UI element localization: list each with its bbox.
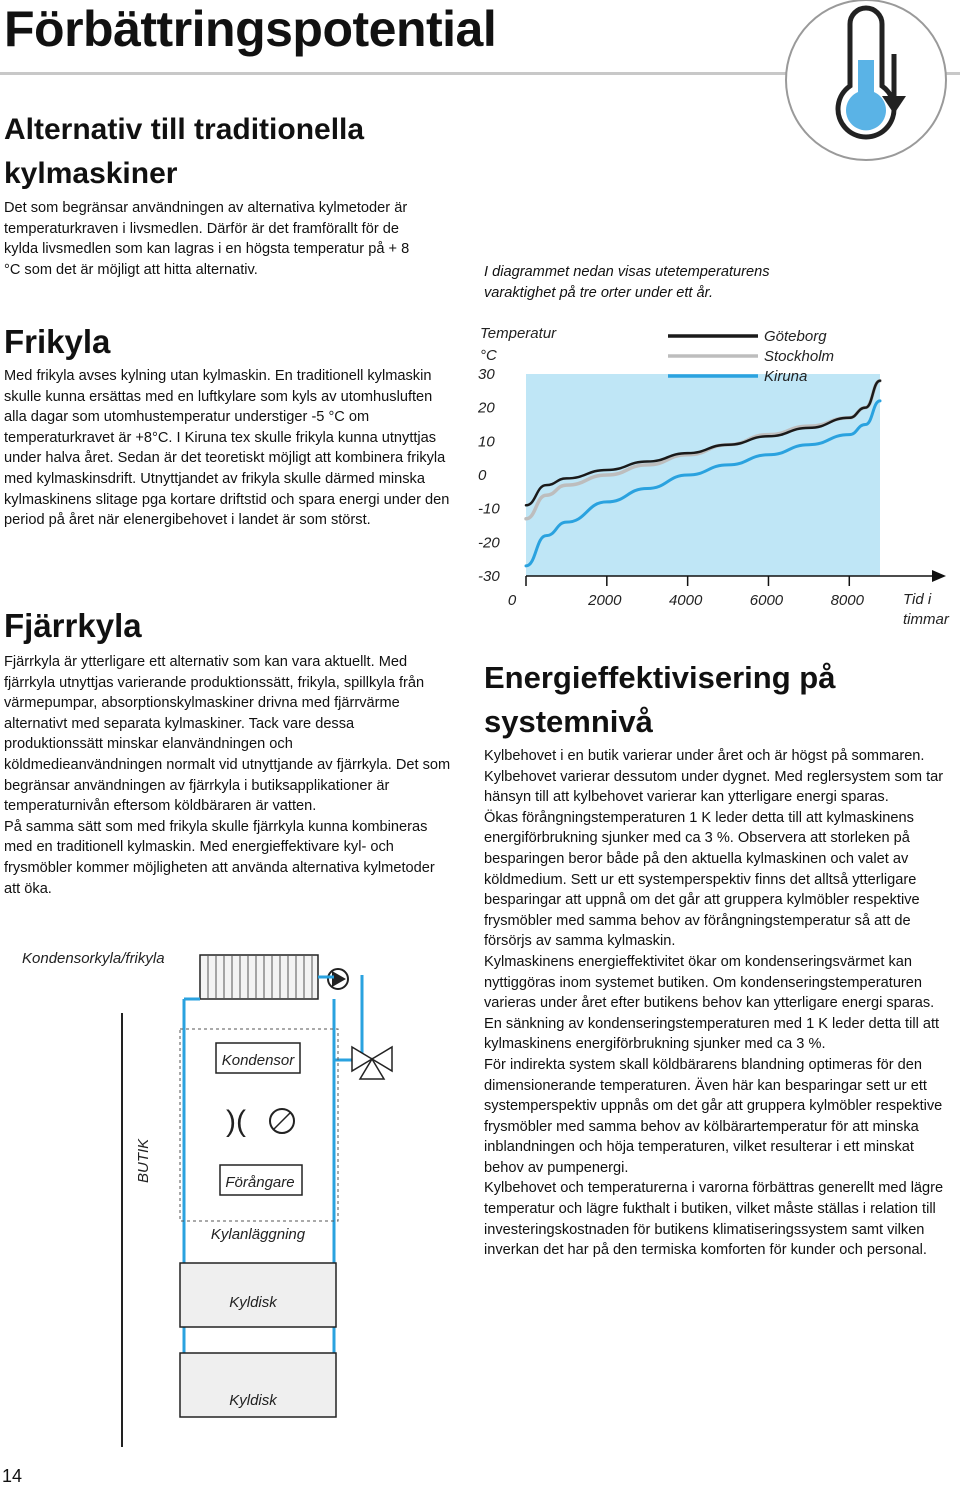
thermometer-icon	[772, 0, 960, 176]
page-number: 14	[2, 1466, 23, 1486]
frikyla-heading: Frikyla	[4, 323, 111, 360]
legend-label: Stockholm	[764, 348, 835, 365]
energi-paragraph-1: Kylbehovet i en butik varierar under året och är högst på sommaren. Kylbehovet varierar dessutom under dygnet. Med reglersystem som tar hänsyn till att kylbehovet varierar kan ytterligare energi sparas.	[484, 748, 944, 806]
frikyla-intro: Med frikyla avses kylning utan kylmaskin.	[4, 368, 271, 384]
plot-background	[526, 374, 880, 576]
x-tick-label: 4000	[668, 592, 703, 609]
x-axis-arrow-icon	[932, 570, 946, 582]
three-way-valve-icon	[352, 1047, 392, 1079]
x-axis-label-line2: timmar	[903, 611, 949, 628]
kyldisk-1-label: Kyldisk	[229, 1294, 277, 1311]
outdoor-condenser	[200, 955, 318, 999]
x-axis-label-line1: Tid i	[903, 591, 932, 608]
schematic-caption: Kondensorkyla/frikyla	[22, 950, 165, 967]
y-tick-label: -10	[478, 500, 500, 518]
energi-text	[484, 746, 948, 1261]
energi-heading: Energieffektivisering på systemnivå	[484, 660, 836, 739]
y-tick-label: 30	[478, 366, 495, 383]
fjarrkyla-heading: Fjärrkyla	[4, 607, 142, 644]
kyldisk-2-label: Kyldisk	[229, 1392, 277, 1409]
y-axis-label-line1: Temperatur	[480, 325, 557, 342]
frikyla-intro-block	[4, 366, 454, 531]
butik-label: BUTIK	[135, 1138, 152, 1183]
alternativ-text: Det som begränsar användningen av alternativa kylmetoder är temperaturkraven i livsmedlen. Därför är det framförallt för de kylda livsmedlen som kan lagras i en högsta temperatur på + 8 °C som det är möjligt att hitta alternativ.	[4, 200, 410, 278]
expansion-valve-icon: )(	[226, 1105, 246, 1138]
kylanlaggning-label: Kylanläggning	[210, 1226, 306, 1243]
fjarrkyla-text	[4, 652, 454, 899]
x-tick-label: 8000	[830, 592, 864, 609]
pump-icon	[328, 969, 348, 989]
energi-paragraph-4: För indirekta system skall köldbärarens blandning optimeras för den dimensionerande temperaturen. Även här kan besparingar sett ur ett systemperspektiv uppnås om det går att gruppera kylmöbler respektive frysmöbler med samma behov av kölbärartemperatur för att minska inblandningen och höja temperaturen, vilket resulterar i ett minskat behov av pumpenergi.	[484, 1056, 943, 1176]
chart-caption: I diagrammet nedan visas utetemperaturens varaktighet på tre orter under ett år.	[484, 264, 770, 301]
energi-paragraph-3: Kylmaskinens energieffektivitet ökar om kondenseringsvärmet kan nyttiggöras inom systemet butiken. Om kondenseringstemperaturen varieras under året efter butikens behov kan ytterligare energi sparas. En sänkning av kondenseringstemperaturen med 1 K leder detta till att kylmaskinens energiförbrukning sjunker med ca 3 %.	[484, 953, 940, 1053]
x-tick-label: 6000	[749, 592, 784, 609]
y-tick-label: 10	[478, 433, 495, 451]
y-tick-label: -30	[478, 568, 500, 585]
legend-label: Göteborg	[764, 328, 827, 345]
frikyla-text: En traditionell kylmaskin skulle kunna ersättas med en luftkylare som kyls av utomhusluften alla dagar som utomhustemperatur understiger -5 °C om temperaturkravet är +8°C. I Kiruna tex skulle frikyla kunna utnyttjas under halva året. Sedan är det teoretiskt möjligt att kombinera frikyla med kylmaskinsdrift. Utnyttjandet av frikyla skulle därmed minska kylmaskinens slitage pga kortare driftstid och spara energi under den period på året när elenergibehovet i landet är som störst.	[4, 368, 450, 529]
y-tick-label: -20	[478, 534, 500, 552]
x-tick-label: 2000	[588, 592, 622, 609]
forangare-label: Förångare	[225, 1174, 295, 1191]
fjarrkyla-paragraph-1: Fjärrkyla är ytterligare ett alternativ som kan vara aktuellt. Med fjärrkyla utnyttjas varierande produktionssätt, frikyla, spillkyla från värmepumpar, absorptionskylmaskiner drivna med fjärrvärme alternativt med separata kylmaskiner. Tack vare dessa produktionssätt minskar elanvändningen och köldmedieanvändningen normalt vid utnyttjande av fjärrkyla. Det som begränsar användningen av fjärrkyla i butiksapplikationer är temperaturnivån eftersom köldbäraren är vatten.	[4, 654, 451, 815]
y-axis-label-line2: °C	[480, 347, 497, 364]
cooling-schematic	[0, 935, 470, 1455]
energi-paragraph-5: Kylbehovet och temperaturerna i varorna förbättras generellt med lägre temperatur och lägre fukthalt i butiken, vilket måste ställas i relation till investeringskostnaden för butikens klimatiseringssystem samt vilken inverkan det har på den termiska komforten för kunder och personal.	[484, 1180, 944, 1259]
energi-paragraph-2: Ökas förångningstemperaturen 1 K leder detta till att kylmaskinens energiförbrukning sjunker med ca 3 %. Observera att storleken på besparingen beror både på den aktuella kylmaskinen och valet av köldmedium. Sett ur ett systemperspektiv finns det alltså ytterligare besparingar att uppnå om det går att gruppera kylmöbler respektive frysmöbler med samma behov av förångningstemperatur så att de försörjs av samma kylmaskin.	[484, 809, 920, 950]
temperature-duration-chart	[470, 318, 960, 630]
alternativ-heading: Alternativ till traditionella kylmaskiner	[4, 113, 365, 190]
y-tick-label: 20	[478, 399, 495, 417]
y-tick-labels	[477, 366, 500, 585]
page-title: Förbättringspotential	[4, 1, 497, 57]
kondensor-label: Kondensor	[221, 1052, 295, 1069]
legend-label: Kiruna	[764, 368, 808, 385]
x-tick-label: 0	[507, 592, 517, 609]
x-tick-marks	[508, 576, 865, 609]
fjarrkyla-paragraph-2: På samma sätt som med frikyla skulle fjärrkyla kunna kombineras med en traditionell kylmaskin. Med energieffektivare kyl- och frysmöbler kommer möjligheten att använda alternativa kylmetoder att öka.	[4, 818, 435, 897]
y-tick-label: 0	[478, 467, 487, 484]
